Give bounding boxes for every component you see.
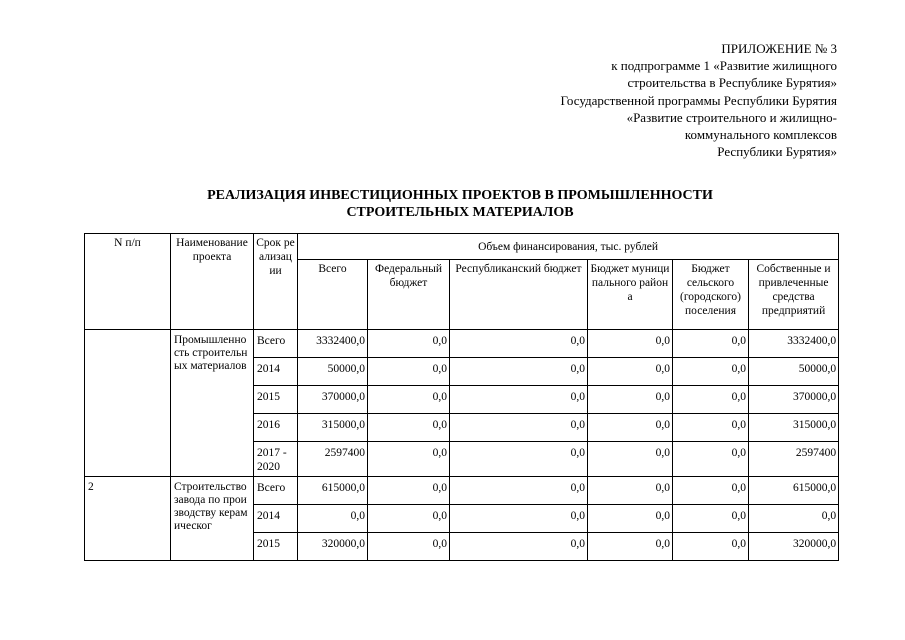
federal-cell: 0,0 [368, 386, 450, 414]
term-cell: 2015 [254, 386, 298, 414]
own-cell: 0,0 [749, 505, 839, 533]
project-name: Строительство завода по производству керамическог [171, 477, 254, 561]
appendix-header [417, 40, 837, 160]
header-funding: Объем финансирования, тыс. рублей [298, 234, 839, 260]
term-cell: 2014 [254, 358, 298, 386]
municipal-cell: 0,0 [588, 505, 673, 533]
own-cell: 2597400 [749, 442, 839, 477]
republic-cell: 0,0 [450, 358, 588, 386]
own-cell: 50000,0 [749, 358, 839, 386]
title-line: РЕАЛИЗАЦИЯ ИНВЕСТИЦИОННЫХ ПРОЕКТОВ В ПРОМЫШЛЕННОСТИ [207, 188, 713, 203]
own-cell: 315000,0 [749, 414, 839, 442]
total-cell: 0,0 [298, 505, 368, 533]
term-cell: 2016 [254, 414, 298, 442]
appendix-line: коммунального комплексов [684, 127, 837, 143]
appendix-line: к подпрограмме 1 «Развитие жилищного [611, 58, 837, 74]
investment-projects-table [84, 233, 839, 561]
header-project-name: Наименование проекта [171, 234, 254, 330]
total-cell: 2597400 [298, 442, 368, 477]
appendix-line: «Развитие строительного и жилищно- [626, 109, 837, 125]
header-number: N п/п [85, 234, 171, 330]
total-cell: 320000,0 [298, 533, 368, 561]
term-cell: 2014 [254, 505, 298, 533]
federal-cell: 0,0 [368, 330, 450, 358]
term-cell: Всего [254, 477, 298, 505]
municipal-cell: 0,0 [588, 477, 673, 505]
appendix-line: ПРИЛОЖЕНИЕ № 3 [721, 41, 837, 56]
federal-cell: 0,0 [368, 442, 450, 477]
total-cell: 50000,0 [298, 358, 368, 386]
table-row [85, 330, 839, 358]
municipal-cell: 0,0 [588, 330, 673, 358]
rural-cell: 0,0 [673, 330, 749, 358]
header-total: Всего [298, 260, 368, 330]
total-cell: 315000,0 [298, 414, 368, 442]
row-index [85, 330, 171, 477]
municipal-cell: 0,0 [588, 442, 673, 477]
federal-cell: 0,0 [368, 477, 450, 505]
title-line: СТРОИТЕЛЬНЫХ МАТЕРИАЛОВ [346, 205, 574, 220]
own-cell: 370000,0 [749, 386, 839, 414]
republic-cell: 0,0 [450, 386, 588, 414]
total-cell: 615000,0 [298, 477, 368, 505]
municipal-cell: 0,0 [588, 358, 673, 386]
appendix-line: Государственной программы Республики Бурятия [560, 92, 837, 108]
republic-cell: 0,0 [450, 505, 588, 533]
republic-cell: 0,0 [450, 442, 588, 477]
rural-cell: 0,0 [673, 442, 749, 477]
term-cell: 2017 - 2020 [254, 442, 298, 477]
header-municipal: Бюджет муниципального района [588, 260, 673, 330]
federal-cell: 0,0 [368, 533, 450, 561]
rural-cell: 0,0 [673, 386, 749, 414]
header-own: Собственные и привлеченные средства предприятий [749, 260, 839, 330]
rural-cell: 0,0 [673, 414, 749, 442]
header-federal: Федеральный бюджет [368, 260, 450, 330]
header-term: Срок реализации [254, 234, 298, 330]
republic-cell: 0,0 [450, 330, 588, 358]
rural-cell: 0,0 [673, 505, 749, 533]
total-cell: 370000,0 [298, 386, 368, 414]
municipal-cell: 0,0 [588, 414, 673, 442]
own-cell: 615000,0 [749, 477, 839, 505]
term-cell: Всего [254, 330, 298, 358]
republic-cell: 0,0 [450, 533, 588, 561]
rural-cell: 0,0 [673, 358, 749, 386]
term-cell: 2015 [254, 533, 298, 561]
header-rural: Бюджет сельского (городского) поселения [673, 260, 749, 330]
federal-cell: 0,0 [368, 358, 450, 386]
rural-cell: 0,0 [673, 533, 749, 561]
federal-cell: 0,0 [368, 505, 450, 533]
republic-cell: 0,0 [450, 477, 588, 505]
project-name: Промышленность строительных материалов [171, 330, 254, 477]
municipal-cell: 0,0 [588, 386, 673, 414]
appendix-line: строительства в Республике Бурятия» [627, 75, 837, 91]
republic-cell: 0,0 [450, 414, 588, 442]
own-cell: 320000,0 [749, 533, 839, 561]
header-republic: Республиканский бюджет [450, 260, 588, 330]
federal-cell: 0,0 [368, 414, 450, 442]
row-index: 2 [85, 477, 171, 561]
total-cell: 3332400,0 [298, 330, 368, 358]
table-body [85, 330, 839, 561]
appendix-line: Республики Бурятия» [717, 144, 837, 160]
own-cell: 3332400,0 [749, 330, 839, 358]
table-row [85, 477, 839, 505]
municipal-cell: 0,0 [588, 533, 673, 561]
rural-cell: 0,0 [673, 477, 749, 505]
document-title [84, 187, 836, 221]
